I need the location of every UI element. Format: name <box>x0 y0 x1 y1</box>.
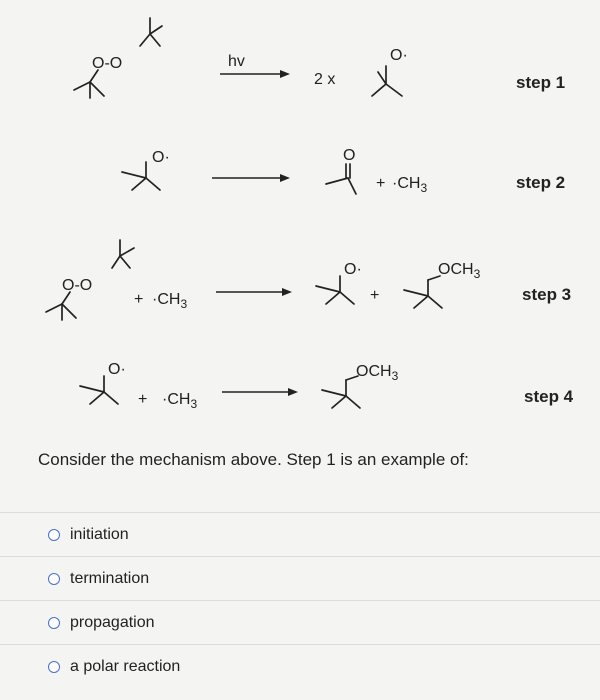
step-3-label: step 3 <box>522 285 572 304</box>
step2-carbonyl-oxygen: O <box>343 147 356 164</box>
step3-oxygen-radical: O· <box>344 261 362 278</box>
step2-oxygen-radical: O· <box>152 149 170 166</box>
step2-product-acetone <box>326 147 356 194</box>
option-initiation[interactable] <box>0 512 600 557</box>
step4-product-mtbe <box>322 363 399 408</box>
radio-button[interactable] <box>48 529 60 541</box>
step1-product-tbutoxy <box>372 47 408 96</box>
radio-button[interactable] <box>48 617 60 629</box>
step3-methyl-radical: $\cdot CH_3$ <box>152 291 188 311</box>
step4-arrow <box>222 388 298 396</box>
option-propagation[interactable] <box>0 600 600 645</box>
step3-peroxide-link: O-O <box>62 277 93 294</box>
step3-arrow <box>216 288 292 296</box>
radio-button[interactable] <box>48 573 60 585</box>
step2-arrow <box>212 174 290 182</box>
step4-methoxy-group: $OCH_3$ <box>356 363 399 383</box>
step2-plus: + <box>376 175 386 192</box>
step1-reactant-peroxide <box>74 18 162 98</box>
step2-reactant-tbutoxy <box>122 149 170 190</box>
step3-plus-left: + <box>134 291 144 308</box>
step3-product-mtbe <box>404 261 481 308</box>
question-text: Consider the mechanism above. Step 1 is an example of: <box>38 450 469 469</box>
step4-reactant-tbutoxy <box>80 361 126 404</box>
option-label: propagation <box>70 614 155 631</box>
coefficient-label: 2 x <box>314 71 336 88</box>
step3-plus-right: + <box>370 287 380 304</box>
step-1-label: step 1 <box>516 73 566 92</box>
step3-reactant-peroxide <box>46 240 134 320</box>
option-polar-reaction[interactable] <box>0 644 600 689</box>
step1-peroxide-link: O-O <box>92 55 123 72</box>
step4-oxygen-radical: O· <box>108 361 126 378</box>
option-label: initiation <box>70 526 129 543</box>
step4-plus: + <box>138 391 148 408</box>
step-4-label: step 4 <box>524 387 574 406</box>
step1-oxygen-radical: O· <box>390 47 408 64</box>
option-label: a polar reaction <box>70 658 181 675</box>
step1-arrow <box>220 70 290 78</box>
step-2-label: step 2 <box>516 173 566 192</box>
step3-methoxy-group: $OCH_3$ <box>438 261 481 281</box>
hv-label: hv <box>228 53 245 70</box>
step2-methyl-radical: $\cdot CH_3$ <box>392 175 428 195</box>
step3-product-tbutoxy <box>316 261 362 304</box>
radio-button[interactable] <box>48 661 60 673</box>
option-termination[interactable] <box>0 556 600 601</box>
option-label: termination <box>70 570 150 587</box>
step4-methyl-radical: $\cdot CH_3$ <box>162 391 198 411</box>
